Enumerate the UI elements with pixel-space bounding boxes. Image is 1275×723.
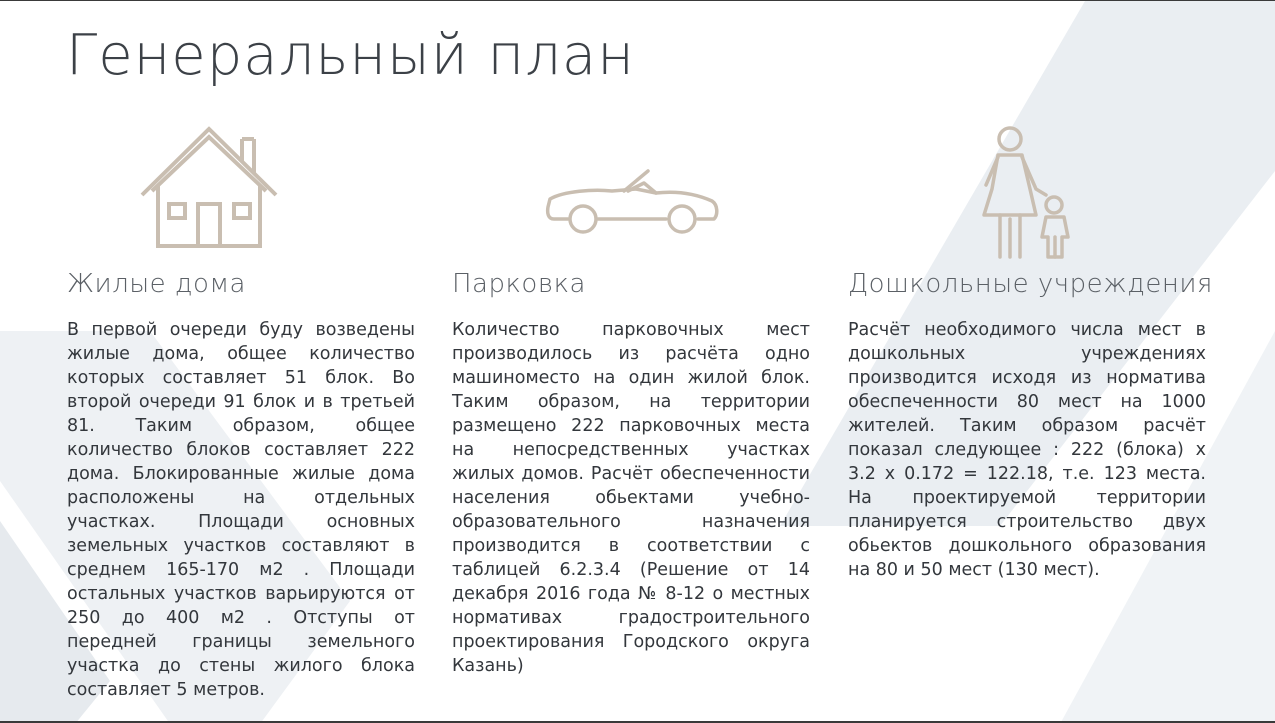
mother-child-icon bbox=[978, 125, 1078, 261]
house-icon bbox=[138, 125, 280, 249]
page-title: Генеральный план bbox=[66, 23, 635, 88]
text-parking: Количество парковочных мест производилось из расчёта одно машиноместо на один жилой блок. Таким образом, на территории размещено 222 парковочных места на непосредственных участках жилых домов. Расчёт обеспеченности населения обьектами учебно-образовательного назначения производится в соответствии с таблицей 6.2.3.4 (Решение от 14 декабря 2016 года № 8-12 о местных нормативах градостроительного проектирования Городского округа Казань) bbox=[452, 320, 810, 676]
heading-parking: Парковка bbox=[452, 269, 586, 299]
text-preschool: Расчёт необходимого числа мест в дошкольных учреждениях производится исходя из норматива обеспеченности 80 мест на 1000 жителей. Таким образом расчёт показал следующее : 222 (блока) х 3.2 х 0.172 = 122.18, т.е. 123 места. На проектируемой территории планируется строительство двух обьектов дошкольного образования на 80 и 50 мест (130 мест). bbox=[848, 320, 1206, 580]
car-icon bbox=[544, 169, 720, 237]
text-residential: В первой очереди буду возведены жилые дома, общее количество которых составляет 51 блок. Во второй очереди 91 блок и в третьей 81. Таким образом, общее количество блоков составляет 222 дома. Блокированные жилые дома расположены на отдельных участках. Площади основных земельных участков составляют в среднем 165-170 м2 . Площади остальных участков варьируются от 250 до 400 м2 . Отступы от передней границы земельного участка до стены жилого блока составляет 5 метров. bbox=[67, 320, 415, 700]
heading-preschool: Дошкольные учреждения bbox=[848, 269, 1213, 299]
heading-residential: Жилые дома bbox=[67, 269, 246, 299]
